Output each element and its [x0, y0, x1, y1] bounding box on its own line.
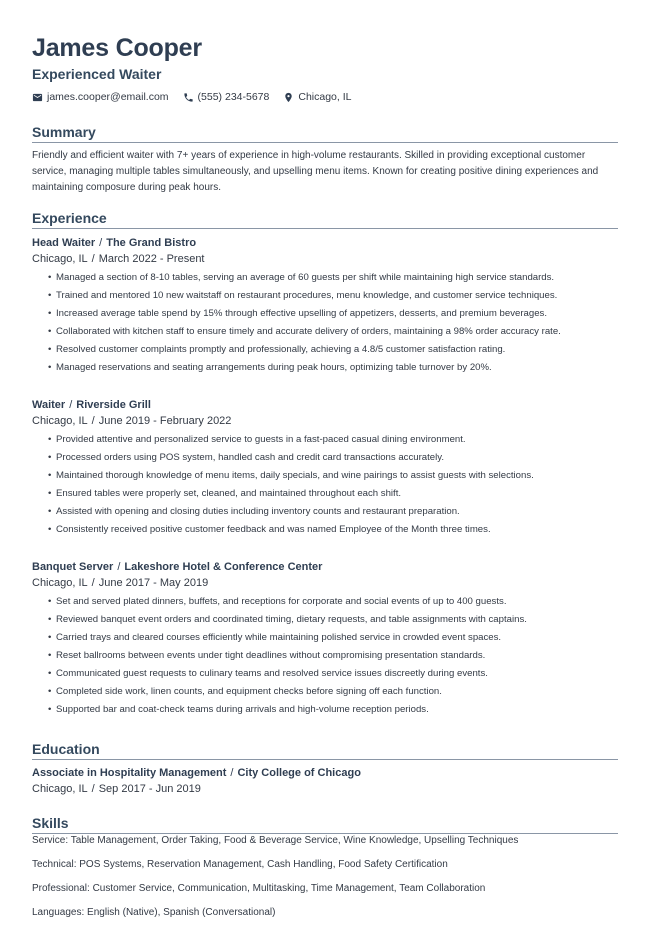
bullet-item: • Trained and mentored 10 new waitstaff on restaurant procedures, menu knowledge, and customer service techniques.	[48, 287, 618, 305]
bullet-item: • Completed side work, linen counts, and equipment checks before signing off each function.	[48, 683, 618, 701]
job-company: Riverside Grill	[76, 399, 151, 411]
education-degree: Associate in Hospitality Management	[32, 767, 227, 779]
education-dates: Sep 2017 - Jun 2019	[98, 783, 201, 795]
job-dates: March 2022 - Present	[98, 253, 205, 265]
skills-heading: Skills	[32, 815, 618, 834]
bullet-item: • Managed a section of 8-10 tables, serving an average of 60 guests per shift while maintaining high service standards.	[48, 269, 618, 287]
location-text: Chicago, IL	[298, 91, 352, 103]
bullet-item: • Provided attentive and personalized service to guests in a fast-paced casual dining environment.	[48, 431, 618, 449]
education-meta: Chicago, IL / Sep 2017 - Jun 2019	[32, 783, 201, 795]
summary-heading: Summary	[32, 124, 618, 143]
job-bullets	[32, 593, 618, 719]
phone-text: (555) 234-5678	[197, 91, 270, 103]
job-dates: June 2017 - May 2019	[98, 577, 209, 589]
experience-heading: Experience	[32, 210, 618, 229]
phone-icon	[183, 92, 194, 103]
job-entry	[32, 236, 618, 377]
bullet-item: • Consistently received positive customer feedback and was named Employee of the Month three times.	[48, 521, 618, 539]
bullet-item: • Reset ballrooms between events under tight deadlines without compromising presentation standards.	[48, 647, 618, 665]
job-location: Chicago, IL	[32, 415, 88, 427]
skill-line: Technical: POS Systems, Reservation Management, Cash Handling, Food Safety Certification	[32, 859, 448, 870]
bullet-item: • Increased average table spend by 15% through effective upselling of appetizers, desserts, and premium beverages.	[48, 305, 618, 323]
job-heading: Banquet Server / Lakeshore Hotel & Conference Center	[32, 561, 323, 573]
bullet-item: • Supported bar and coat-check teams during arrivals and high-volume reception periods.	[48, 701, 618, 719]
bullet-item: • Reviewed banquet event orders and coordinated timing, dietary requests, and table assignments with captains.	[48, 611, 618, 629]
mail-icon	[32, 92, 43, 103]
job-role: Head Waiter	[32, 237, 96, 249]
bullet-item: • Resolved customer complaints promptly and professionally, achieving a 4.8/5 customer satisfaction rating.	[48, 341, 618, 359]
job-meta: Chicago, IL / March 2022 - Present	[32, 253, 205, 265]
job-meta: Chicago, IL / June 2019 - February 2022	[32, 415, 232, 427]
bullet-item: • Collaborated with kitchen staff to ensure timely and accurate delivery of orders, maintaining a 98% order accuracy rate.	[48, 323, 618, 341]
summary-section	[32, 124, 618, 196]
experience-section	[32, 210, 618, 719]
location-pin-icon	[283, 92, 294, 103]
bullet-item: • Managed reservations and seating arrangements during peak hours, optimizing table turnover by 20%.	[48, 359, 618, 377]
bullet-item: • Communicated guest requests to culinary teams and resolved service issues discreetly during events.	[48, 665, 618, 683]
job-company: Lakeshore Hotel & Conference Center	[124, 561, 323, 573]
education-heading: Education	[32, 741, 618, 760]
job-role: Banquet Server	[32, 561, 114, 573]
job-bullets	[32, 269, 618, 377]
skills-section	[32, 815, 618, 920]
education-location: Chicago, IL	[32, 783, 88, 795]
job-bullets	[32, 431, 618, 539]
bullet-item: • Ensured tables were properly set, cleaned, and maintained throughout each shift.	[48, 485, 618, 503]
job-heading: Waiter / Riverside Grill	[32, 399, 151, 411]
job-location: Chicago, IL	[32, 253, 88, 265]
skill-line: Professional: Customer Service, Communication, Multitasking, Time Management, Team Collaboration	[32, 883, 486, 894]
job-dates: June 2019 - February 2022	[98, 415, 232, 427]
candidate-name: James Cooper	[32, 34, 202, 62]
contact-bar	[32, 89, 618, 105]
contact-location	[283, 91, 351, 103]
education-entry	[32, 766, 618, 797]
job-entry	[32, 560, 618, 719]
bullet-item: • Processed orders using POS system, handled cash and credit card transactions accurately.	[48, 449, 618, 467]
job-location: Chicago, IL	[32, 577, 88, 589]
summary-text: Friendly and efficient waiter with 7+ years of experience in high-volume restaurants. Skilled in providing exceptional customer service, managing multiple tables simultaneously, and upselling menu items. Known for creating positive dining experiences and maintaining composure during peak hours.	[32, 150, 599, 193]
education-section	[32, 741, 618, 797]
bullet-item: • Carried trays and cleared courses efficiently while maintaining polished service in crowded event spaces.	[48, 629, 618, 647]
contact-phone[interactable]	[183, 91, 270, 103]
skill-line: Languages: English (Native), Spanish (Conversational)	[32, 907, 276, 918]
email-text: james.cooper@email.com	[47, 91, 169, 103]
job-entry	[32, 398, 618, 539]
job-company: The Grand Bistro	[106, 237, 197, 249]
job-meta: Chicago, IL / June 2017 - May 2019	[32, 577, 209, 589]
job-role: Waiter	[32, 399, 66, 411]
bullet-item: • Assisted with opening and closing duties including inventory counts and restaurant preparation.	[48, 503, 618, 521]
education-heading-line: Associate in Hospitality Management / City College of Chicago	[32, 767, 361, 779]
candidate-title: Experienced Waiter	[32, 66, 162, 82]
bullet-item: • Set and served plated dinners, buffets, and receptions for corporate and social events of up to 400 guests.	[48, 593, 618, 611]
skill-line: Service: Table Management, Order Taking, Food & Beverage Service, Wine Knowledge, Upselling Techniques	[32, 835, 519, 846]
contact-email[interactable]	[32, 91, 169, 103]
bullet-item: • Maintained thorough knowledge of menu items, daily specials, and wine pairings to assist guests with selections.	[48, 467, 618, 485]
job-heading: Head Waiter / The Grand Bistro	[32, 237, 197, 249]
education-school: City College of Chicago	[237, 767, 361, 779]
